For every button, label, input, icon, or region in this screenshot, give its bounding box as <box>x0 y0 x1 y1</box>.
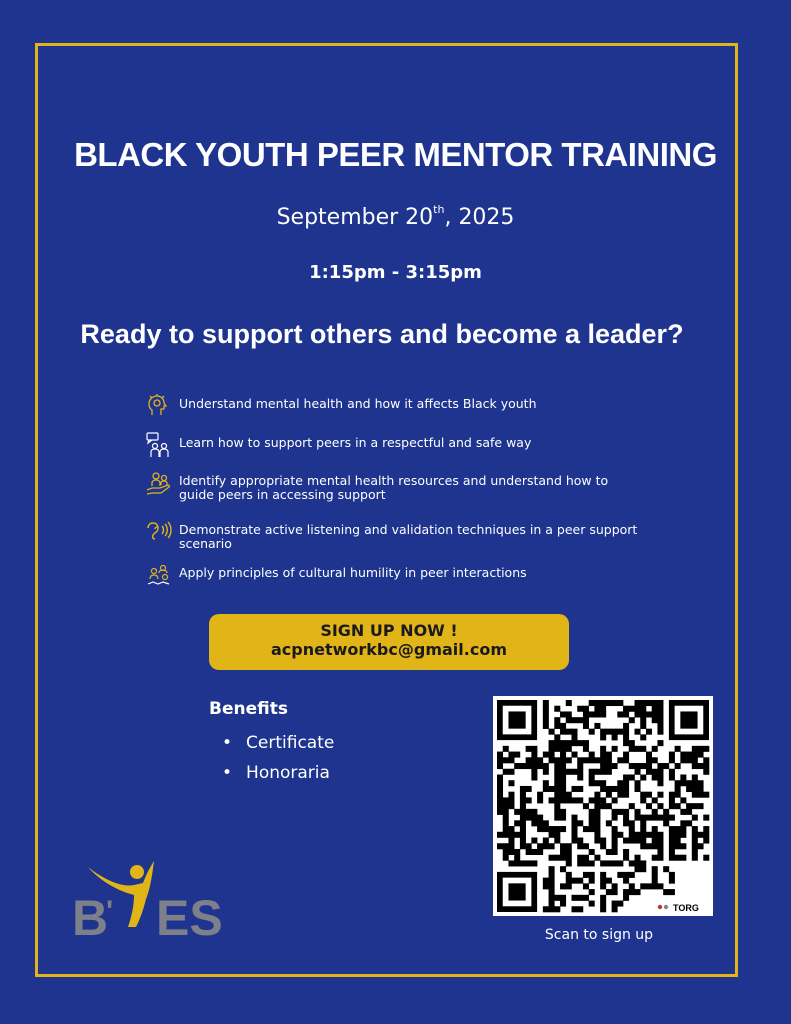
svg-text:ES: ES <box>156 890 223 945</box>
byes-logo <box>70 855 230 945</box>
objective-text: Demonstrate active listening and validation techniques in a peer support scenario <box>179 522 638 551</box>
event-time: 1:15pm - 3:15pm <box>309 262 482 283</box>
head-lightbulb-icon <box>146 393 172 419</box>
objective-item <box>146 519 646 551</box>
objective-item <box>146 393 646 419</box>
objective-item <box>146 562 646 588</box>
objective-text: Learn how to support peers in a respectful and safe way <box>179 435 532 450</box>
event-date: September 20th, 2025 <box>276 203 515 230</box>
svg-text:': ' <box>106 895 114 928</box>
hand-support-icon <box>146 470 172 496</box>
benefits-title: Benefits <box>209 699 288 719</box>
listening-ear-icon <box>146 519 172 545</box>
signup-qr-code[interactable] <box>493 696 713 916</box>
objective-text: Understand mental health and how it affects Black youth <box>179 396 537 411</box>
benefit-item: • Certificate <box>222 728 334 758</box>
qr-caption: Scan to sign up <box>544 927 654 943</box>
benefits-list <box>222 728 334 788</box>
objective-item <box>146 432 646 458</box>
sign-up-button[interactable] <box>209 614 569 670</box>
benefit-item: • Honoraria <box>222 758 334 788</box>
peer-conversation-icon <box>146 432 172 458</box>
sign-up-email[interactable]: acpnetworkbc@gmail.com <box>271 640 507 659</box>
objective-text: Identify appropriate mental health resources and understand how to guide peers in accessing support <box>179 473 609 502</box>
objective-text: Apply principles of cultural humility in peer interactions <box>179 565 527 580</box>
sign-up-label: SIGN UP NOW ! <box>320 621 458 640</box>
svg-text:B: B <box>72 890 109 945</box>
qr-watermark: TORG <box>673 903 699 913</box>
connected-people-icon <box>146 562 172 588</box>
page-title: BLACK YOUTH PEER MENTOR TRAINING <box>74 136 717 173</box>
headline-question: Ready to support others and become a leader? <box>80 319 684 349</box>
objective-item <box>146 470 646 502</box>
